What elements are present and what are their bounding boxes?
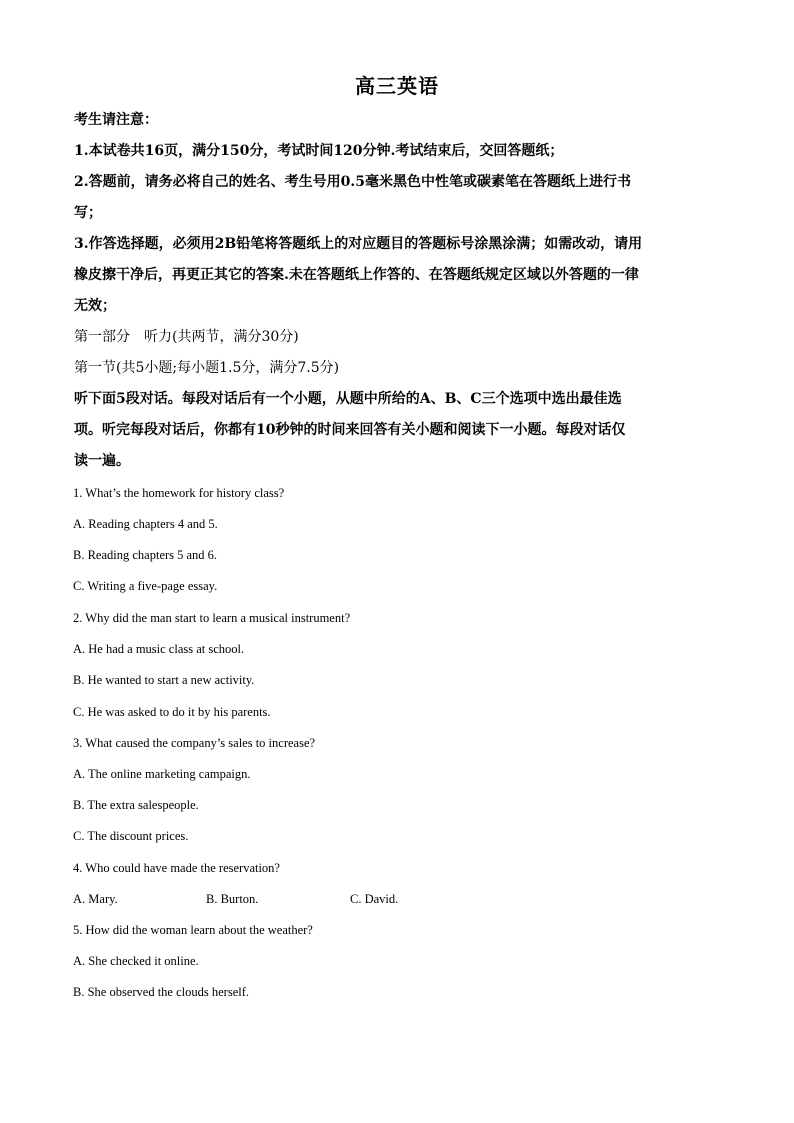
question-4-option-c: C. David. [350,892,399,906]
question-3-option-c: C. The discount prices. [73,829,189,843]
question-4-option-b: B. Burton. [206,892,259,906]
notice-item-2-continued: 写； [74,205,102,221]
notice-item-3-continued: 橡皮擦干净后，再更正其它的答案.未在答题纸上作答的、在答题纸规定区域以外答题的一律 [74,267,639,283]
question-3-option-b: B. The extra salespeople. [73,798,199,812]
subsection-heading: 第一节(共5小题;每小题1.5分，满分7.5分) [74,360,340,376]
part-heading: 第一部分 听力(共两节，满分30分) [74,329,299,345]
question-4-option-a: A. Mary. [73,892,118,906]
question-4-stem: 4. Who could have made the reservation? [73,861,280,875]
question-2-stem: 2. Why did the man start to learn a musical instrument? [73,611,351,625]
question-1-option-b: B. Reading chapters 5 and 6. [73,548,218,562]
instructions-line-1: 听下面5段对话。每段对话后有一个小题，从题中所给的A、B、C三个选项中选出最佳选 [74,391,622,407]
instructions-line-3: 读一遍。 [74,453,130,469]
question-5-stem: 5. How did the woman learn about the weather? [73,923,313,937]
question-2-option-b: B. He wanted to start a new activity. [73,673,255,687]
notice-item-2: 2.答题前，请务必将自己的姓名、考生号用0.5毫米黑色中性笔或碳素笔在答题纸上进行书 [74,174,631,190]
question-2-option-c: C. He was asked to do it by his parents. [73,705,271,719]
notice-item-3: 3.作答选择题，必须用2B铅笔将答题纸上的对应题目的答题标号涂黑涂满；如需改动，请用 [74,236,643,252]
page-title: 高三英语 [355,74,439,98]
notice-item-3-end: 无效； [74,298,116,314]
question-3-option-a: A. The online marketing campaign. [73,767,251,781]
notice-item-1: 1.本试卷共16页，满分150分，考试时间120分钟.考试结束后，交回答题纸； [74,143,564,159]
question-1-option-c: C. Writing a five-page essay. [73,579,218,593]
question-2-option-a: A. He had a music class at school. [73,642,245,656]
question-5-option-a: A. She checked it online. [73,954,199,968]
notice-heading: 考生请注意： [74,112,158,128]
instructions-line-2: 项。听完每段对话后，你都有10秒钟的时间来回答有关小题和阅读下一小题。每段对话仅 [74,422,626,438]
question-1-stem: 1. What’s the homework for history class? [73,486,285,500]
question-5-option-b: B. She observed the clouds herself. [73,985,250,999]
question-1-option-a: A. Reading chapters 4 and 5. [73,517,218,531]
question-3-stem: 3. What caused the company’s sales to increase? [73,736,316,750]
